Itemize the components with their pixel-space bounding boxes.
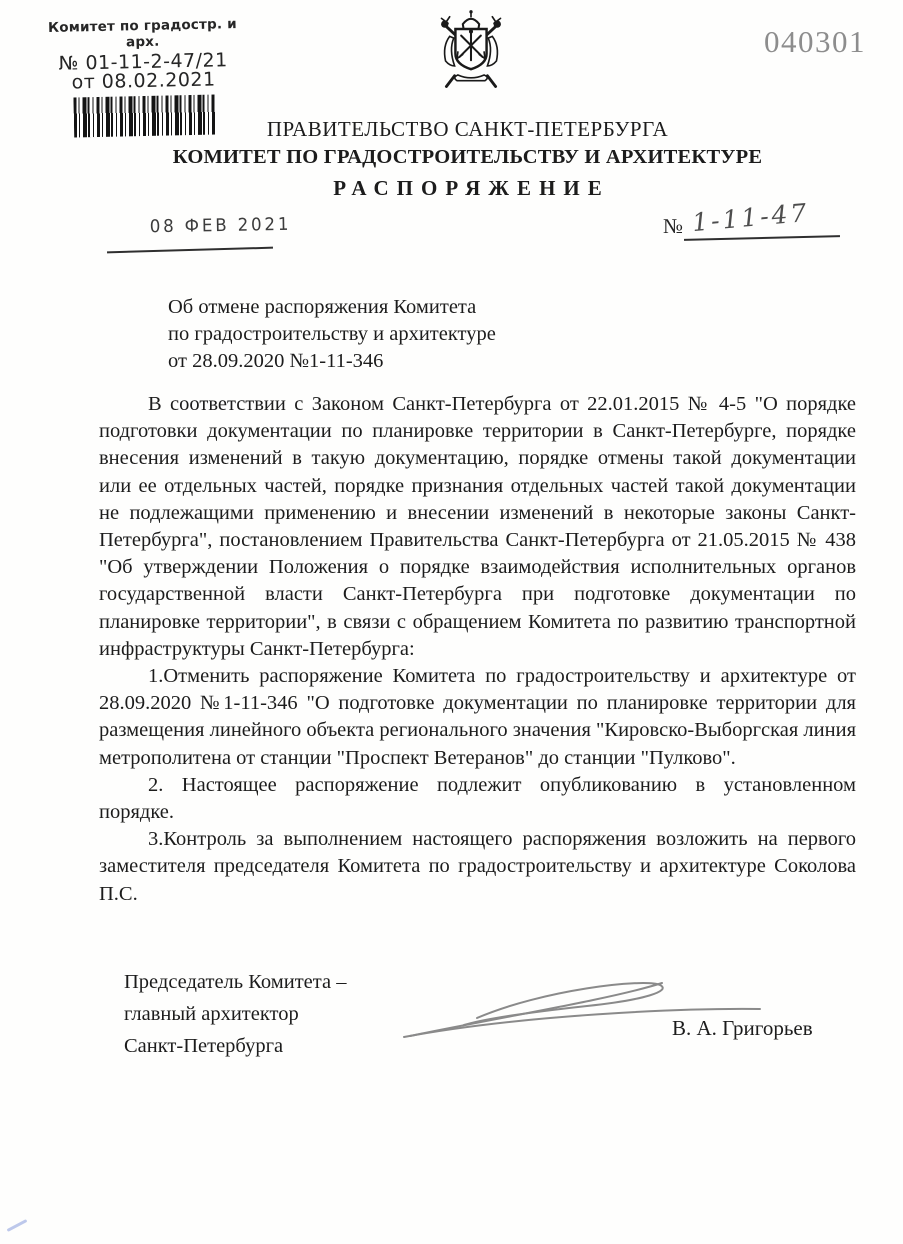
number-underline [684, 235, 840, 241]
scan-artifact-mark [7, 1219, 28, 1232]
header-doc-type: РАСПОРЯЖЕНИЕ [333, 176, 610, 200]
subject-line: Об отмене распоряжения Комитета [168, 296, 477, 318]
signatory-name: В. А. Григорьев [672, 1016, 813, 1040]
date-stamp: 08 ФЕВ 2021 [149, 214, 292, 238]
number-handwritten: 1-11-47 [690, 197, 811, 238]
signatory-title-line: Санкт-Петербурга [124, 1035, 284, 1057]
signatory-title [124, 966, 346, 1062]
body-paragraph-preamble: В соответствии с Законом Санкт-Петербурга от 22.01.2015 № 4-5 "О порядке подготовки документации по планировке территории в Санкт-Петербурге, порядке внесения изменений в такую документацию, порядке отмены такой документации или ее отдельных частей, порядке признания отдельных частей такой документации не подлежащими применению и внесении изменений в некоторые законы Санкт-Петербурга", постановлением Правительства Санкт-Петербурга от 21.05.2015 № 438 "Об утверждении Положения о порядке взаимодействия исполнительных органов государственной власти Санкт-Петербурга при подготовке документации по планировке территории", в связи с обращением Комитета по развитию транспортной инфраструктуры Санкт-Петербурга: [99, 393, 856, 660]
header-committee: КОМИТЕТ ПО ГРАДОСТРОИТЕЛЬСТВУ И АРХИТЕКТУРЕ [172, 146, 763, 168]
body-paragraph-item-3: 3.Контроль за выполнением настоящего распоряжения возложить на первого заместителя председателя Комитета по градостроительству и архитектуре Соколова П.С. [99, 828, 856, 905]
stamp-date-line: от 08.02.2021 [71, 68, 216, 94]
stamp-number-line: № 01-11-2-47/21 [58, 49, 228, 75]
subject-block [168, 294, 496, 375]
body-paragraph-item-1: 1.Отменить распоряжение Комитета по градостроительству и архитектуре от 28.09.2020 №1-11-346 "О подготовке документации по планировке территории для размещения линейного объекта регионального значения "Кировско-Выборгская линия метрополитена от станции "Проспект Ветеранов" до станции "Пулково". [99, 665, 856, 769]
number-label: № [663, 214, 684, 238]
signatory-title-line: главный архитектор [124, 1003, 299, 1025]
header-government: ПРАВИТЕЛЬСТВО САНКТ-ПЕТЕРБУРГА [266, 117, 669, 141]
stamp-org-line: Комитет по градостр. и арх. [47, 16, 237, 51]
body-paragraph-item-2: 2. Настоящее распоряжение подлежит опубликованию в установленном порядке. [99, 773, 856, 824]
document-body [99, 391, 856, 908]
page-code: 040301 [764, 24, 866, 59]
subject-line: от 28.09.2020 №1-11-346 [168, 350, 384, 372]
coat-of-arms-icon [430, 8, 512, 101]
date-underline [107, 247, 273, 254]
signatory-title-line: Председатель Комитета – [124, 971, 347, 993]
subject-line: по градостроительству и архитектуре [168, 323, 496, 345]
